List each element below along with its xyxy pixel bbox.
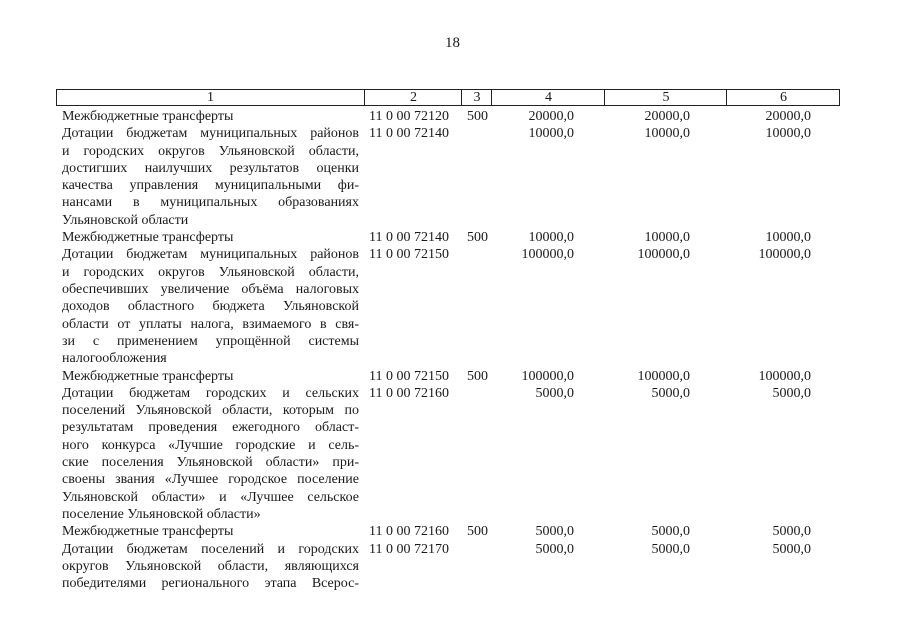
row-code: 11 0 00 72140: [369, 230, 449, 246]
row-expense-type: 500: [467, 368, 488, 384]
row-name-line: нансами в муниципальных образованиях: [62, 195, 359, 211]
row-value-col6: 10000,0: [765, 126, 811, 142]
row-name-line: своены звания «Лучшее городское поселение: [62, 472, 359, 488]
row-value-col4: 5000,0: [535, 385, 574, 401]
row-name-line: Дотации бюджетам муниципальных районов: [62, 126, 359, 142]
row-code: 11 0 00 72140: [369, 126, 449, 142]
row-expense-type: 500: [467, 109, 488, 124]
row-value-col5: 20000,0: [644, 109, 690, 124]
row-name-line: Межбюджетные трансферты: [62, 109, 234, 124]
row-value-col6: 100000,0: [758, 368, 811, 384]
header-col-2: 2: [364, 90, 462, 105]
row-value-col5: 5000,0: [651, 385, 690, 401]
row-name-line: Межбюджетные трансферты: [62, 230, 234, 246]
row-name-line: Ульяновской области: [62, 212, 189, 228]
row-name-line: Межбюджетные трансферты: [62, 524, 234, 540]
row-name-line: обеспечивших увеличение объёма налоговых: [62, 281, 359, 297]
row-value-col4: 10000,0: [528, 230, 574, 246]
row-name: [62, 523, 359, 540]
row-code: 11 0 00 72120: [369, 109, 449, 124]
row-value-col4: 5000,0: [535, 541, 574, 557]
row-name-line: Дотации бюджетам городских и сельских: [62, 385, 359, 401]
row-value-col5: 100000,0: [637, 368, 690, 384]
row-name-line: достигших наилучших результатов оценки: [62, 160, 359, 176]
row-value-col6: 5000,0: [772, 385, 811, 401]
row-code: 11 0 00 72150: [369, 247, 449, 263]
row-name-line: качества управления муниципальными фи-: [62, 178, 359, 194]
row-name: [62, 125, 359, 229]
row-name-line: и городских округов Ульяновской области,: [62, 264, 359, 280]
row-name: [62, 108, 359, 125]
row-code: 11 0 00 72160: [369, 524, 449, 540]
header-col-5: 5: [604, 90, 727, 105]
row-name-line: области от уплаты налога, взимаемого в свя-: [62, 316, 359, 332]
row-name-line: Ульяновской области» и «Лучшее сельское: [62, 489, 359, 505]
row-name-line: Дотации бюджетам муниципальных районов: [62, 247, 359, 263]
row-name-line: округов Ульяновской области, являющихся: [62, 558, 359, 574]
row-value-col5: 100000,0: [637, 247, 690, 263]
row-value-col4: 20000,0: [528, 109, 574, 124]
row-value-col4: 5000,0: [535, 524, 574, 540]
row-value-col6: 20000,0: [765, 109, 811, 124]
row-name-line: результатам проведения ежегодного област-: [62, 420, 359, 436]
row-value-col6: 5000,0: [772, 541, 811, 557]
header-col-3: 3: [461, 90, 492, 105]
row-code: 11 0 00 72150: [369, 368, 449, 384]
row-name-line: поселений Ульяновской области, которым по: [62, 403, 359, 419]
row-code: 11 0 00 72170: [369, 541, 449, 557]
row-value-col5: 10000,0: [644, 230, 690, 246]
row-value-col6: 5000,0: [772, 524, 811, 540]
row-name: [62, 541, 359, 593]
row-name-line: ские поселения Ульяновской области» при-: [62, 454, 359, 470]
row-name-line: ного конкурса «Лучшие городские и сель-: [62, 437, 359, 453]
row-value-col5: 5000,0: [651, 541, 690, 557]
row-expense-type: 500: [467, 230, 488, 246]
row-name-line: поселение Ульяновской области»: [62, 506, 261, 522]
row-name-line: Межбюджетные трансферты: [62, 368, 234, 384]
row-value-col4: 10000,0: [528, 126, 574, 142]
header-col-1: 1: [207, 90, 214, 105]
row-name: [62, 246, 359, 367]
row-name: [62, 229, 359, 246]
row-value-col6: 100000,0: [758, 247, 811, 263]
row-name-line: зи с применением упрощённой системы: [62, 333, 359, 349]
row-name-line: и городских округов Ульяновской области,: [62, 143, 359, 159]
row-expense-type: 500: [467, 524, 488, 540]
row-name-line: победителями регионального этапа Всерос-: [62, 576, 359, 592]
row-name-line: доходов областного бюджета Ульяновской: [62, 299, 359, 315]
row-name-line: налогообложения: [62, 351, 167, 367]
table-header: [56, 89, 840, 106]
page-number: 18: [445, 35, 460, 51]
row-name-line: Дотации бюджетам поселений и городских: [62, 541, 359, 557]
header-col-4: 4: [491, 90, 605, 105]
row-value-col5: 10000,0: [644, 126, 690, 142]
row-code: 11 0 00 72160: [369, 385, 449, 401]
row-name: [62, 368, 359, 385]
row-value-col4: 100000,0: [521, 247, 574, 263]
row-value-col5: 5000,0: [651, 524, 690, 540]
row-name: [62, 385, 359, 523]
row-value-col6: 10000,0: [765, 230, 811, 246]
header-col-6: 6: [726, 90, 840, 105]
row-value-col4: 100000,0: [521, 368, 574, 384]
